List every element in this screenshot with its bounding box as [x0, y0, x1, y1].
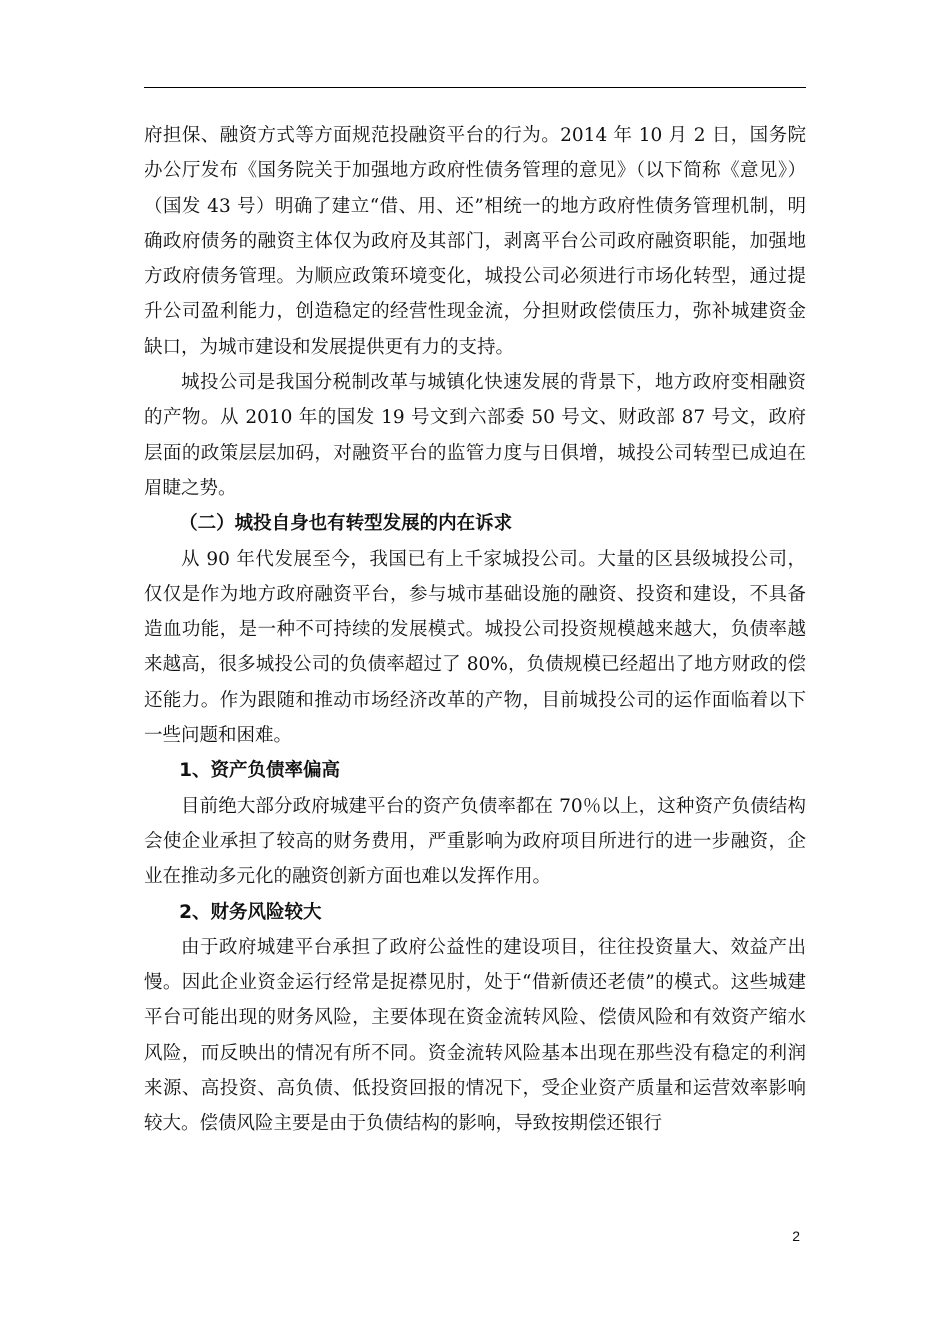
- section-heading: 2、财务风险较大: [179, 901, 322, 923]
- paragraph: 由于政府城建平台承担了政府公益性的建设项目，往往投资量大、效益产出慢。因此企业资金运行经常是捉襟见肘，处于“借新债还老债”的模式。这些城建平台可能出现的财务风险，主要体现在资金流转风险、偿债风险和有效资产缩水风险，而反映出的情况有所不同。资金流转风险基本出现在那些没有稳定的利润来源、高投资、高负债、低投资回报的情况下，受企业资产质量和运营效率影响较大。偿债风险主要是由于负债结构的影响，导致按期偿还银行: [144, 936, 806, 1135]
- page-number: 2: [792, 1228, 800, 1244]
- document-body: [144, 118, 806, 1142]
- header-rule: [144, 87, 806, 88]
- paragraph: 城投公司是我国分税制改革与城镇化快速发展的背景下，地方政府变相融资的产物。从 2010 年的国发 19 号文到六部委 50 号文、财政部 87 号文，政府层面的政策层层加码，对融资平台的监管力度与日俱增，城投公司转型已成迫在眉睫之势。: [144, 372, 806, 499]
- section-heading: 1、资产负债率偏高: [179, 760, 341, 782]
- paragraph: 府担保、融资方式等方面规范投融资平台的行为。2014 年 10 月 2 日，国务院办公厅发布《国务院关于加强地方政府性债务管理的意见》（以下简称《意见》）（国发 43 号）明确了建立“借、用、还”相统一的地方政府性债务管理机制，明确政府债务的融资主体仅为政府及其部门，剥离平台公司政府融资职能，加强地方政府债务管理。为顺应政策环境变化，城投公司必须进行市场化转型，通过提升公司盈利能力，创造稳定的经营性现金流，分担财政偿债压力，弥补城建资金缺口，为城市建设和发展提供更有力的支持。: [144, 125, 806, 358]
- paragraph: 从 90 年代发展至今，我国已有上千家城投公司。大量的区县级城投公司，仅仅是作为地方政府融资平台，参与城市基础设施的融资、投资和建设，不具备造血功能，是一种不可持续的发展模式。城投公司投资规模越来越大，负债率越来越高，很多城投公司的负债率超过了 80%，负债规模已经超出了地方财政的偿还能力。作为跟随和推动市场经济改革的产物，目前城投公司的运作面临着以下一些问题和困难。: [144, 548, 806, 747]
- section-heading: （二）城投自身也有转型发展的内在诉求: [179, 513, 513, 535]
- paragraph: 目前绝大部分政府城建平台的资产负债率都在 70％以上，这种资产负债结构会使企业承担了较高的财务费用，严重影响为政府项目所进行的进一步融资，企业在推动多元化的融资创新方面也难以发挥作用。: [144, 795, 806, 888]
